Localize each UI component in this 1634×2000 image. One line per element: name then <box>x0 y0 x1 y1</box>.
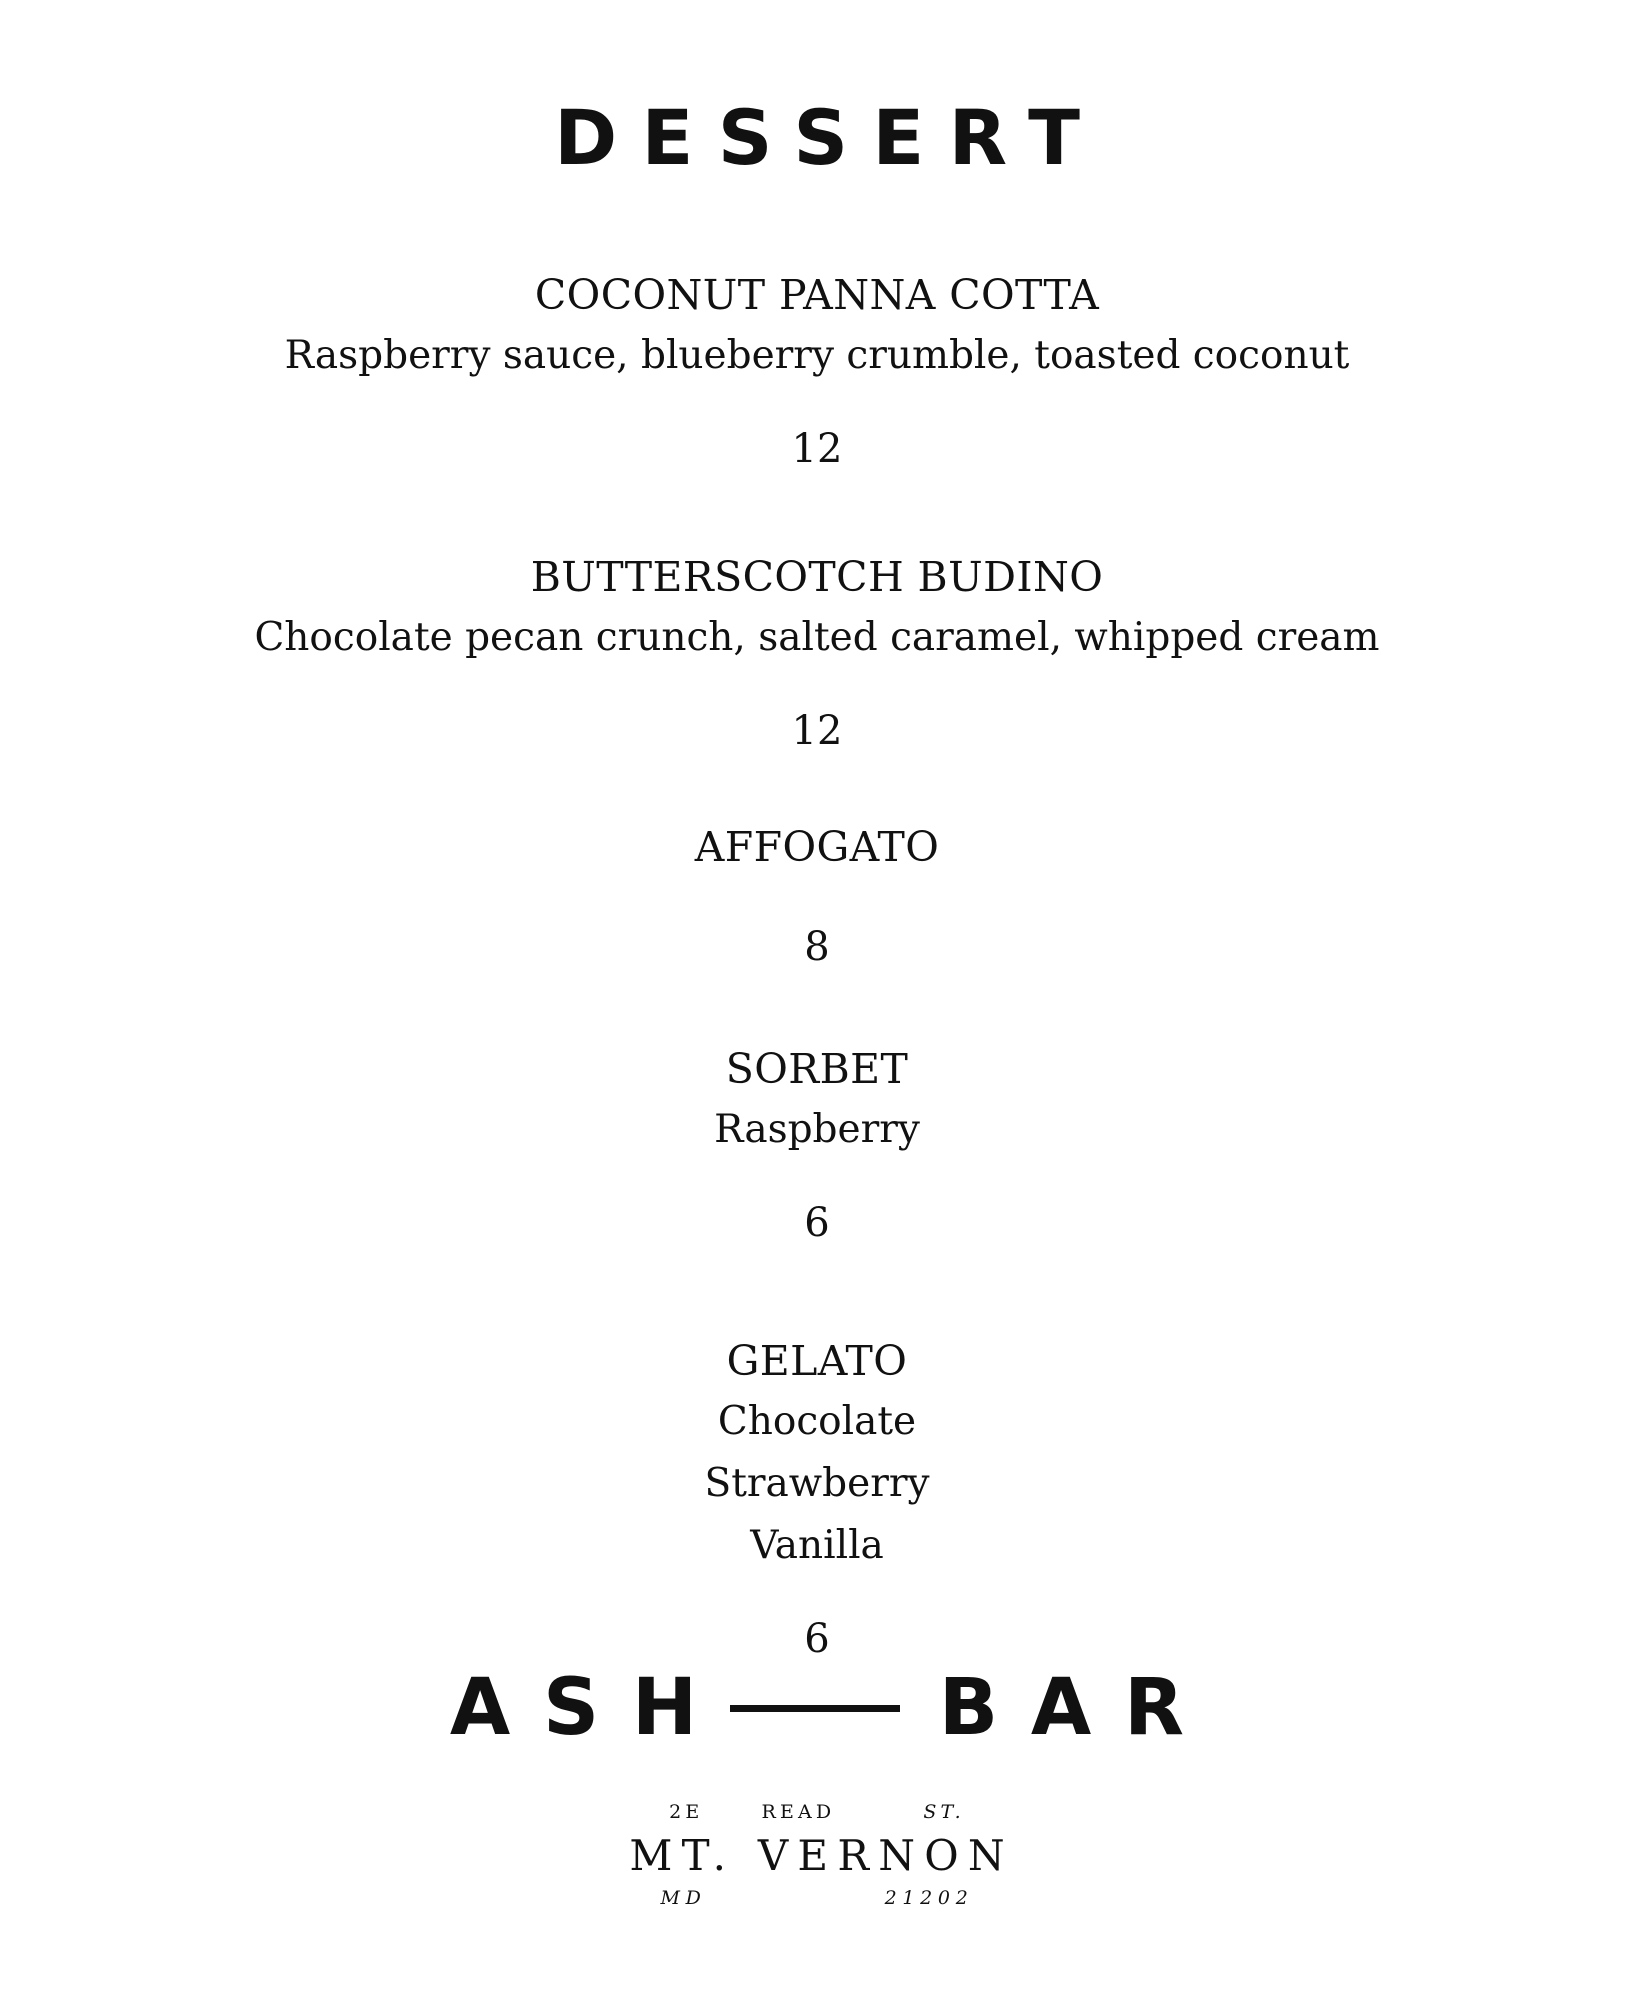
menu-item-name: AFFOGATO <box>694 823 940 871</box>
menu-item-name: GELATO <box>726 1337 908 1385</box>
address-street-line <box>0 1800 1634 1824</box>
menu-item-description: Vanilla <box>750 1523 884 1568</box>
ash-bar-logo <box>0 1663 1634 1753</box>
menu-item-price: 12 <box>791 708 843 754</box>
menu-item <box>0 817 1634 977</box>
menu-item-name: BUTTERSCOTCH BUDINO <box>530 553 1104 601</box>
menu-item <box>0 1039 1634 1253</box>
address-neighborhood: MT. VERNON <box>629 1831 1014 1880</box>
address-street-type: ST. <box>923 1801 965 1823</box>
address-state: MD <box>660 1887 707 1909</box>
address-block <box>0 1800 1634 1910</box>
menu-item-description: Raspberry <box>714 1107 920 1152</box>
menu-item-description: Strawberry <box>704 1461 930 1506</box>
logo-left-word: ASH <box>449 1663 730 1753</box>
menu-list <box>0 265 1634 1669</box>
menu-item-name: COCONUT PANNA COTTA <box>534 271 1100 319</box>
address-zip: 21202 <box>884 1887 974 1909</box>
logo-dash <box>730 1705 900 1712</box>
menu-item-description: Chocolate <box>717 1399 917 1444</box>
menu-item-price: 8 <box>804 924 830 970</box>
menu-item <box>0 547 1634 761</box>
menu-item-name: SORBET <box>725 1045 909 1093</box>
address-street: READ <box>761 1801 836 1823</box>
address-state-line <box>0 1886 1634 1910</box>
address-number: 2E <box>669 1801 704 1823</box>
menu-item <box>0 265 1634 479</box>
menu-item-description: Chocolate pecan crunch, salted caramel, whipped cream <box>254 615 1380 660</box>
menu-item-description: Raspberry sauce, blueberry crumble, toasted coconut <box>284 333 1350 378</box>
logo-right-word: BAR <box>938 1663 1217 1753</box>
menu-item-price: 6 <box>804 1200 830 1246</box>
menu-item <box>0 1331 1634 1669</box>
menu-item-price: 6 <box>804 1616 830 1662</box>
menu-item-price: 12 <box>791 426 843 472</box>
menu-title: DESSERT <box>554 93 1105 182</box>
